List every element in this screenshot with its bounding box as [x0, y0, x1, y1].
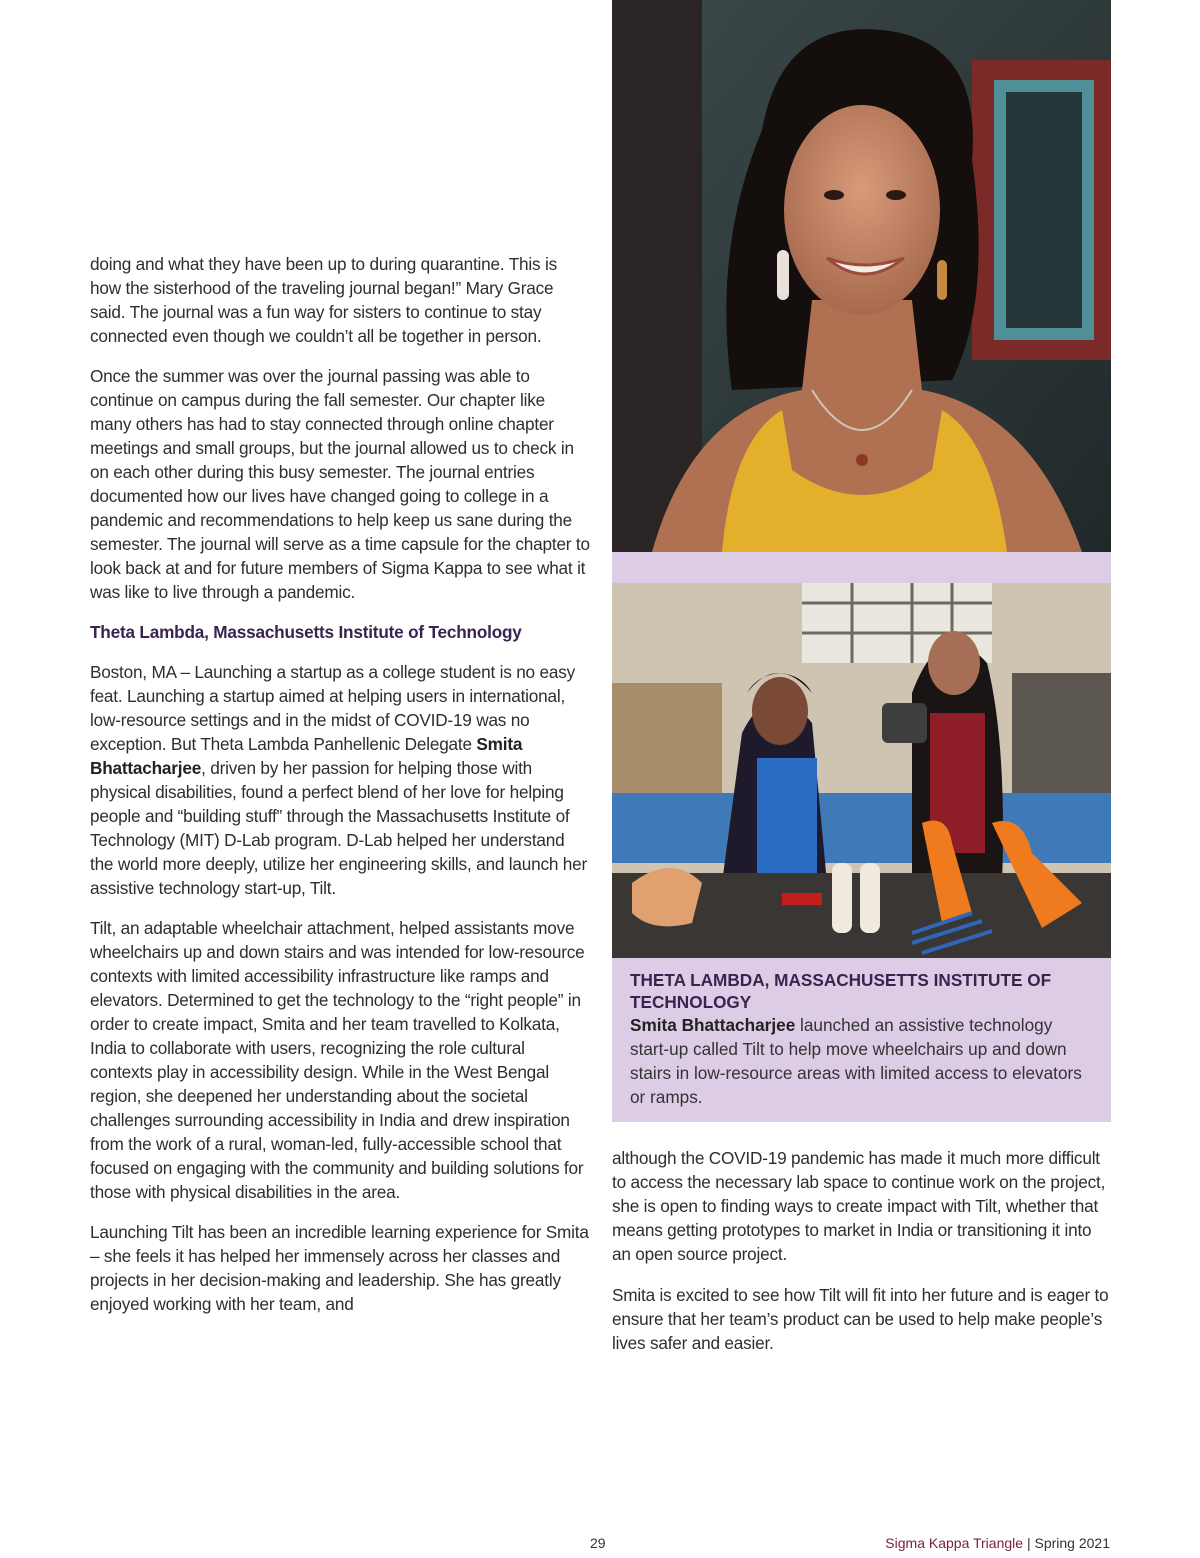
paragraph-smita-intro: [90, 660, 590, 900]
caption-name: Smita Bhattacharjee: [630, 1015, 796, 1035]
smita-name: Smita Bhattacharjee: [90, 734, 523, 778]
portrait-photo: [612, 0, 1111, 552]
paragraph-tilt: Tilt, an adaptable wheelchair attachment, helped assistants move wheelchairs up and down stairs and was intended for low-resource contexts with limited accessibility infrastructure like ramps and elevators. Determined to get the technology to the “right people” in order to create impact, Smita and her team travelled to Kolkata, India to collaborate with users, recognizing the role cultural contexts play in accessibility design. While in the West Bengal region, she deepened her understanding about the societal challenges surrounding accessibility in India and drew inspiration from the work of a rural, woman-led, fully-accessible school that focused on engaging with the community and building solutions for those with physical disabilities in the area.: [90, 918, 585, 1202]
paragraph-future: Smita is excited to see how Tilt will fit into her future and is eager to ensure that her team’s product can be used to help make people’s lives safer and easier.: [612, 1285, 1109, 1353]
publication-name: Sigma Kappa Triangle: [885, 1535, 1024, 1551]
paragraph-journal-intro: doing and what they have been up to during quarantine. This is how the sisterhood of the traveling journal began!” Mary Grace said. The journal was a fun way for sisters to continue to stay connected even though we couldn’t all be together in person.: [90, 254, 557, 346]
caption-body: launched an assistive technology start-up called Tilt to help move wheelchairs up and down stairs in low-resource areas with limited access to elevators or ramps.: [630, 1015, 1082, 1107]
footer-separator: |: [1026, 1535, 1031, 1551]
lilac-divider: [612, 552, 1111, 583]
lab-illustration: [612, 583, 1111, 958]
publication-footer: [885, 1535, 1110, 1551]
photo-caption: [612, 958, 1111, 1122]
paragraph-journal-fall: Once the summer was over the journal passing was able to continue on campus during the fall semester. Our chapter like many others has had to stay connected through online chapter meetings and small groups, but the journal allowed us to check in on each other during this busy semester. The journal entries documented how our lives have changed going to college in a pandemic and recommendations to help keep us sane during the semester. The journal will serve as a time capsule for the chapter to look back at and for future members of Sigma Kappa to see what it was like to live through a pandemic.: [90, 366, 590, 602]
lab-photo: [612, 583, 1111, 958]
caption-text: [630, 1013, 1093, 1109]
right-column: [612, 1146, 1112, 1372]
issue-label: Spring 2021: [1034, 1535, 1110, 1551]
paragraph-covid-lab: although the COVID-19 pandemic has made it much more difficult to access the necessary lab space to continue work on the project, she is open to finding ways to create impact with Tilt, whether that means getting prototypes to market in India or transitioning it into an open source project.: [612, 1148, 1106, 1264]
section-heading: Theta Lambda, Massachusetts Institute of Technology: [90, 622, 522, 642]
caption-heading: THETA LAMBDA, MASSACHUSETTS INSTITUTE OF TECHNOLOGY: [630, 970, 1052, 1012]
paragraph-smita-intro-text-b: , driven by her passion for helping those with physical disabilities, found a perfect blend of her love for helping people and “building stuff” through the Massachusetts Institute of Technology (MIT) D-Lab program. D-Lab helped her understand the world more deeply, utilize her engineering skills, and launch her assistive technology start-up, Tilt.: [90, 758, 588, 898]
left-column: [90, 252, 590, 1332]
portrait-illustration: [612, 0, 1111, 552]
page-number: 29: [590, 1535, 606, 1551]
paragraph-learning: Launching Tilt has been an incredible learning experience for Smita – she feels it has helped her immensely across her classes and projects in her decision-making and leadership. She has greatly enjoyed working with her team, and: [90, 1222, 589, 1314]
paragraph-smita-intro-text-a: Boston, MA – Launching a startup as a college student is no easy feat. Launching a startup aimed at helping users in international, low-resource settings and in the midst of COVID-19 was no exception. But Theta Lambda Panhellenic Delegate: [90, 662, 575, 754]
